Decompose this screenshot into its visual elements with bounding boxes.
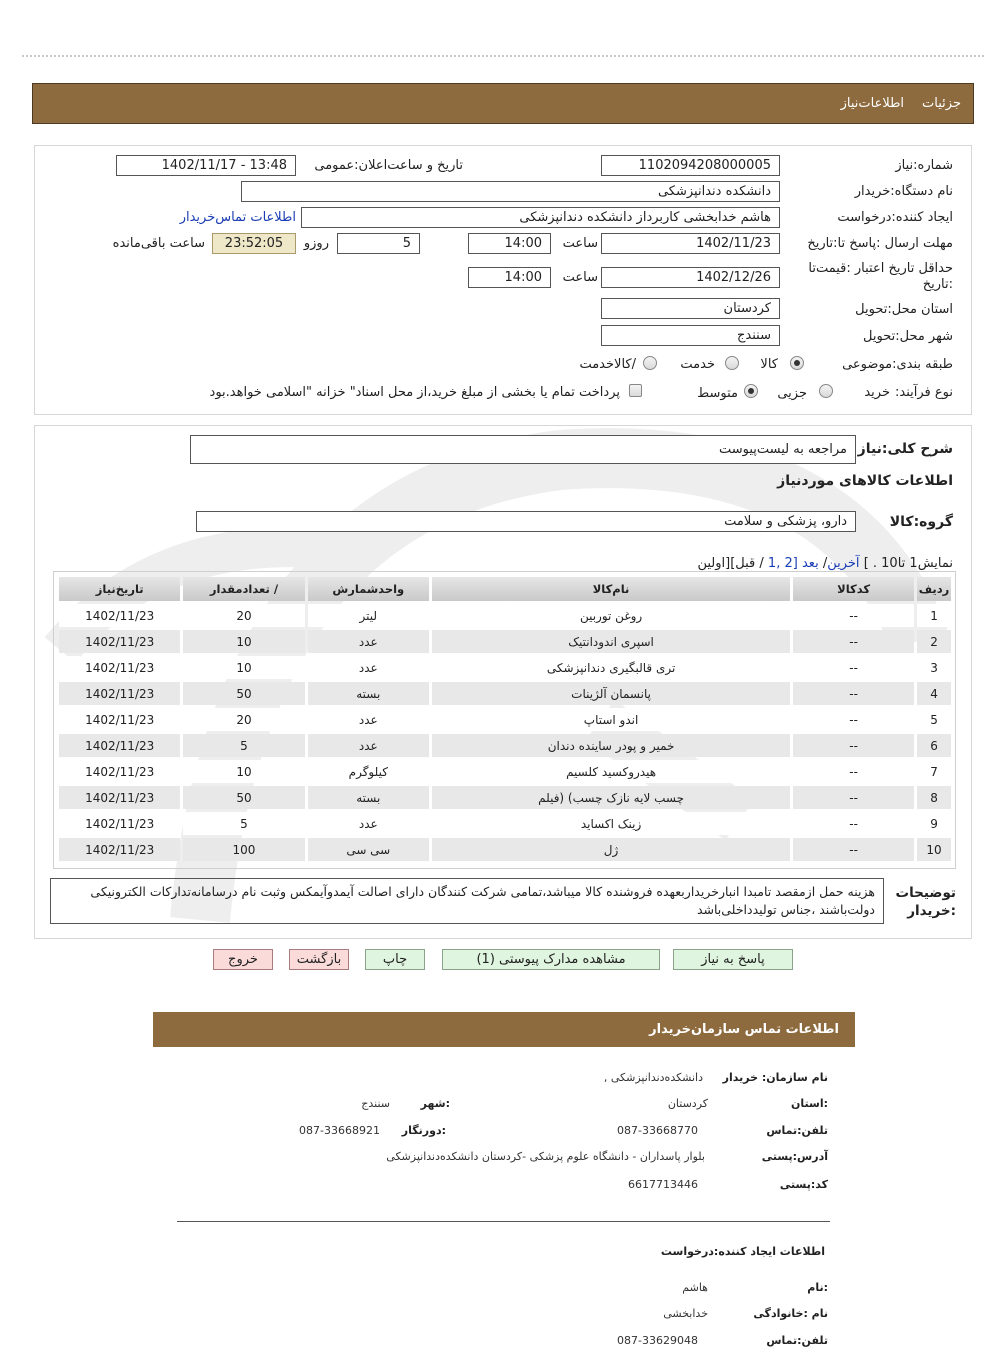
page-header-bar (32, 83, 974, 124)
contact-address-label: آدرس:پستی (761, 1150, 828, 1163)
cell-unit: عدد (308, 708, 429, 731)
cell-unit: عدد (308, 812, 429, 835)
exit-button[interactable]: خروج (213, 949, 273, 970)
creator-phone: 087-33629048 (617, 1334, 698, 1347)
contact-phone-label: تلفن:تماس (766, 1124, 828, 1137)
contact-divider (177, 1221, 830, 1222)
need-number-label: شماره‌:نیاز (895, 158, 953, 173)
table-row (59, 708, 951, 731)
col-name: نام‌کالا (432, 577, 790, 601)
contact-postal: 6617713446 (628, 1178, 698, 1191)
cell-code: -- (793, 708, 914, 731)
table-row (59, 812, 951, 835)
cell-date: 1402/11/23 (59, 656, 180, 679)
process-small-label: جزیی (777, 386, 807, 401)
contact-fax-label: :دورنگار (401, 1124, 446, 1137)
pagination-last-link[interactable]: آخرین (827, 556, 860, 571)
validity-time-field: 14:00 (468, 267, 551, 288)
deadline-label: مهلت ارسال :پاسخ تا:تاریخ (807, 236, 953, 251)
cell-date: 1402/11/23 (59, 786, 180, 809)
creator-family: خدابخشی (663, 1307, 708, 1320)
cell-row: 2 (917, 630, 951, 653)
cell-qty: 10 (183, 656, 304, 679)
col-row: ردیف (917, 577, 951, 601)
cell-qty: 50 (183, 786, 304, 809)
col-date: تاریخ‌نیاز (59, 577, 180, 601)
cell-name: روغن توربین (432, 604, 790, 627)
contact-city: سنندج (361, 1097, 390, 1110)
creator-info-title: اطلاعات ایجاد کننده:درخواست (660, 1245, 825, 1258)
city-label: شهر محل:تحویل (863, 329, 953, 344)
contact-phone: 087-33668770 (617, 1124, 698, 1137)
cell-date: 1402/11/23 (59, 630, 180, 653)
items-table (56, 574, 954, 864)
cell-row: 8 (917, 786, 951, 809)
cell-date: 1402/11/23 (59, 708, 180, 731)
process-medium-radio[interactable] (744, 384, 758, 398)
cell-qty: 5 (183, 734, 304, 757)
treasury-payment-checkbox[interactable] (629, 384, 642, 397)
contact-postal-label: کد:پستی (779, 1178, 828, 1191)
need-number-field: 1102094208000005 (601, 155, 780, 176)
table-row (59, 630, 951, 653)
pagination-pages[interactable]: [2 ,1 (767, 556, 798, 571)
cell-qty: 5 (183, 812, 304, 835)
category-service-label: خدمت (680, 357, 715, 372)
contact-header: اطلاعات تماس سازمان‌خریدار (153, 1012, 855, 1047)
remaining-label: ساعت باقی‌مانده (112, 236, 205, 251)
top-divider (22, 55, 984, 57)
print-button[interactable]: چاپ (365, 949, 425, 970)
cell-unit: بسته (308, 682, 429, 705)
pagination: نمایش1 تا10 . ] آخرین/ بعد [2 ,1 / قبل][اولین (697, 556, 953, 571)
contact-address: بلوار پاسداران - دانشگاه علوم پزشکی -کردستان دانشکده‌دندانپزشکی (386, 1150, 705, 1163)
table-row (59, 656, 951, 679)
cell-name: پانسمان آلژینات (432, 682, 790, 705)
city-field: سنندج (601, 325, 780, 346)
contact-org: دانشکده‌دندانپزشکی , (603, 1071, 703, 1084)
validity-date-field: 1402/12/26 (601, 267, 780, 288)
cell-unit: عدد (308, 630, 429, 653)
creator-name: هاشم (682, 1281, 708, 1294)
table-row (59, 682, 951, 705)
cell-name: اندو استاپ (432, 708, 790, 731)
col-code: کدکالا (793, 577, 914, 601)
cell-row: 7 (917, 760, 951, 783)
cell-date: 1402/11/23 (59, 734, 180, 757)
contact-fax: 087-33668921 (299, 1124, 380, 1137)
days-field: 5 (337, 233, 420, 254)
cell-name: چسب لایه نازک چسب) (فیلم (432, 786, 790, 809)
category-goods-service-radio[interactable] (643, 356, 657, 370)
cell-date: 1402/11/23 (59, 760, 180, 783)
cell-qty: 20 (183, 708, 304, 731)
deadline-date-field: 1402/11/23 (601, 233, 780, 254)
table-row (59, 604, 951, 627)
contact-org-label: نام سازمان: خریدار (722, 1071, 828, 1084)
process-medium-label: متوسط (697, 386, 738, 401)
buyer-contact-link[interactable]: اطلاعات تماس‌خریدار (179, 210, 296, 225)
process-label: نوع فرآیند: (895, 385, 953, 400)
cell-code: -- (793, 786, 914, 809)
cell-qty: 100 (183, 838, 304, 861)
cell-code: -- (793, 838, 914, 861)
cell-date: 1402/11/23 (59, 682, 180, 705)
deadline-time-field: 14:00 (468, 233, 551, 254)
cell-row: 10 (917, 838, 951, 861)
announce-field: 1402/11/17 - 13:48 (116, 155, 296, 176)
cell-row: 4 (917, 682, 951, 705)
cell-unit: سی سی (308, 838, 429, 861)
cell-name: خمیر و پودر ساینده دندان (432, 734, 790, 757)
cell-unit: کیلوگرم (308, 760, 429, 783)
category-goods-label: کالا (760, 357, 778, 372)
back-button[interactable]: بازگشت (289, 949, 349, 970)
cell-row: 3 (917, 656, 951, 679)
cell-name: تری قالبگیری دندانپزشکی (432, 656, 790, 679)
contact-city-label: :شهر (420, 1097, 450, 1110)
table-row (59, 786, 951, 809)
remaining-time: 23:52:05 (212, 233, 296, 254)
buyer-org-label: نام دستگاه:خریدار (854, 184, 953, 199)
cell-unit: عدد (308, 656, 429, 679)
deadline-time-label: ساعت (562, 236, 598, 251)
cell-date: 1402/11/23 (59, 604, 180, 627)
process-buy-label: خرید (864, 385, 890, 400)
reply-button[interactable]: پاسخ به نیاز (673, 949, 793, 970)
creator-label: ایجاد کننده:درخواست (837, 210, 953, 225)
desc-field: مراجعه به لیست‌پیوست (190, 435, 856, 464)
cell-row: 1 (917, 604, 951, 627)
cell-name: زینک اکساید (432, 812, 790, 835)
cell-row: 6 (917, 734, 951, 757)
cell-date: 1402/11/23 (59, 812, 180, 835)
cell-qty: 10 (183, 760, 304, 783)
pagination-range: نمایش1 تا10 . ] (863, 556, 953, 571)
creator-family-label: نام :خانوادگی (753, 1307, 828, 1320)
validity-time-label: ساعت (562, 270, 598, 285)
creator-field: هاشم خدابخشی کاربرداز دانشکده دندانپزشکی (301, 207, 780, 228)
desc-label: شرح کلی:نیاز (857, 441, 953, 457)
category-goods-radio[interactable] (790, 356, 804, 370)
category-service-radio[interactable] (725, 356, 739, 370)
days-label: روزو (303, 236, 329, 251)
group-label: گروه:کالا (889, 514, 953, 530)
buyer-org-field: دانشکده دندانپزشکی (241, 181, 780, 202)
process-small-radio[interactable] (819, 384, 833, 398)
col-qty: / تعدادمقدار (183, 577, 304, 601)
validity-label: حداقل تاریخ اعتبار :قیمت‌تا :تاریخ (808, 261, 953, 292)
cell-row: 5 (917, 708, 951, 731)
table-row (59, 838, 951, 861)
cell-code: -- (793, 760, 914, 783)
category-label: طبقه بندی:موضوعی (842, 357, 953, 372)
pagination-next-link[interactable]: بعد (801, 556, 819, 571)
cell-date: 1402/11/23 (59, 838, 180, 861)
view-attachments-button[interactable]: مشاهده مدارک پیوستی (1) (442, 949, 660, 970)
cell-unit: لیتر (308, 604, 429, 627)
cell-unit: عدد (308, 734, 429, 757)
cell-name: ژل (432, 838, 790, 861)
cell-code: -- (793, 630, 914, 653)
need-info-title: اطلاعات‌نیاز (840, 96, 905, 111)
cell-unit: بسته (308, 786, 429, 809)
category-goods-service-label: /کالاخدمت (579, 357, 636, 372)
cell-code: -- (793, 734, 914, 757)
buyer-notes: هزینه حمل ازمقصد تامبدا انبارخریداربعهده فروشنده کالا میباشد،تمامی شرکت کنندگان دارای اصالت آیمدوآیمکس وثبت نام درسامانه‌تدارکات الکترونیکی دولت‌باشند ،جناس تولیدداخلی‌باشد (50, 878, 884, 924)
pagination-prev-first: / قبل][اولین (697, 556, 764, 571)
table-row (59, 760, 951, 783)
cell-qty: 10 (183, 630, 304, 653)
cell-code: -- (793, 682, 914, 705)
announce-label: تاریخ و ساعت‌اعلان:عمومی (314, 158, 463, 173)
group-field: دارو، پزشکی و سلامت (196, 511, 856, 532)
cell-name: هیدروکسید کلسیم (432, 760, 790, 783)
province-field: کردستان (601, 298, 780, 319)
goods-info-title: اطلاعات کالاهای موردنیاز (777, 473, 953, 489)
province-label: استان محل:تحویل (855, 302, 953, 317)
contact-province: کردستان (667, 1097, 708, 1110)
col-unit: واحدشمارش (308, 577, 429, 601)
contact-province-label: :استان (791, 1097, 828, 1110)
cell-code: -- (793, 604, 914, 627)
details-link[interactable]: جزئیات (922, 96, 961, 111)
cell-name: اسپری اندودانتیک (432, 630, 790, 653)
table-header-row (59, 577, 951, 601)
cell-code: -- (793, 656, 914, 679)
creator-phone-label: تلفن:تماس (766, 1334, 828, 1347)
notes-label: توضیحات :خریدار (895, 885, 956, 919)
cell-qty: 20 (183, 604, 304, 627)
cell-qty: 50 (183, 682, 304, 705)
cell-row: 9 (917, 812, 951, 835)
payment-note: پرداخت تمام یا بخشی از مبلغ خرید،از محل اسناد" خزانه "اسلامی خواهد.بود (209, 385, 620, 400)
cell-code: -- (793, 812, 914, 835)
creator-name-label: :نام (807, 1281, 828, 1294)
table-row (59, 734, 951, 757)
